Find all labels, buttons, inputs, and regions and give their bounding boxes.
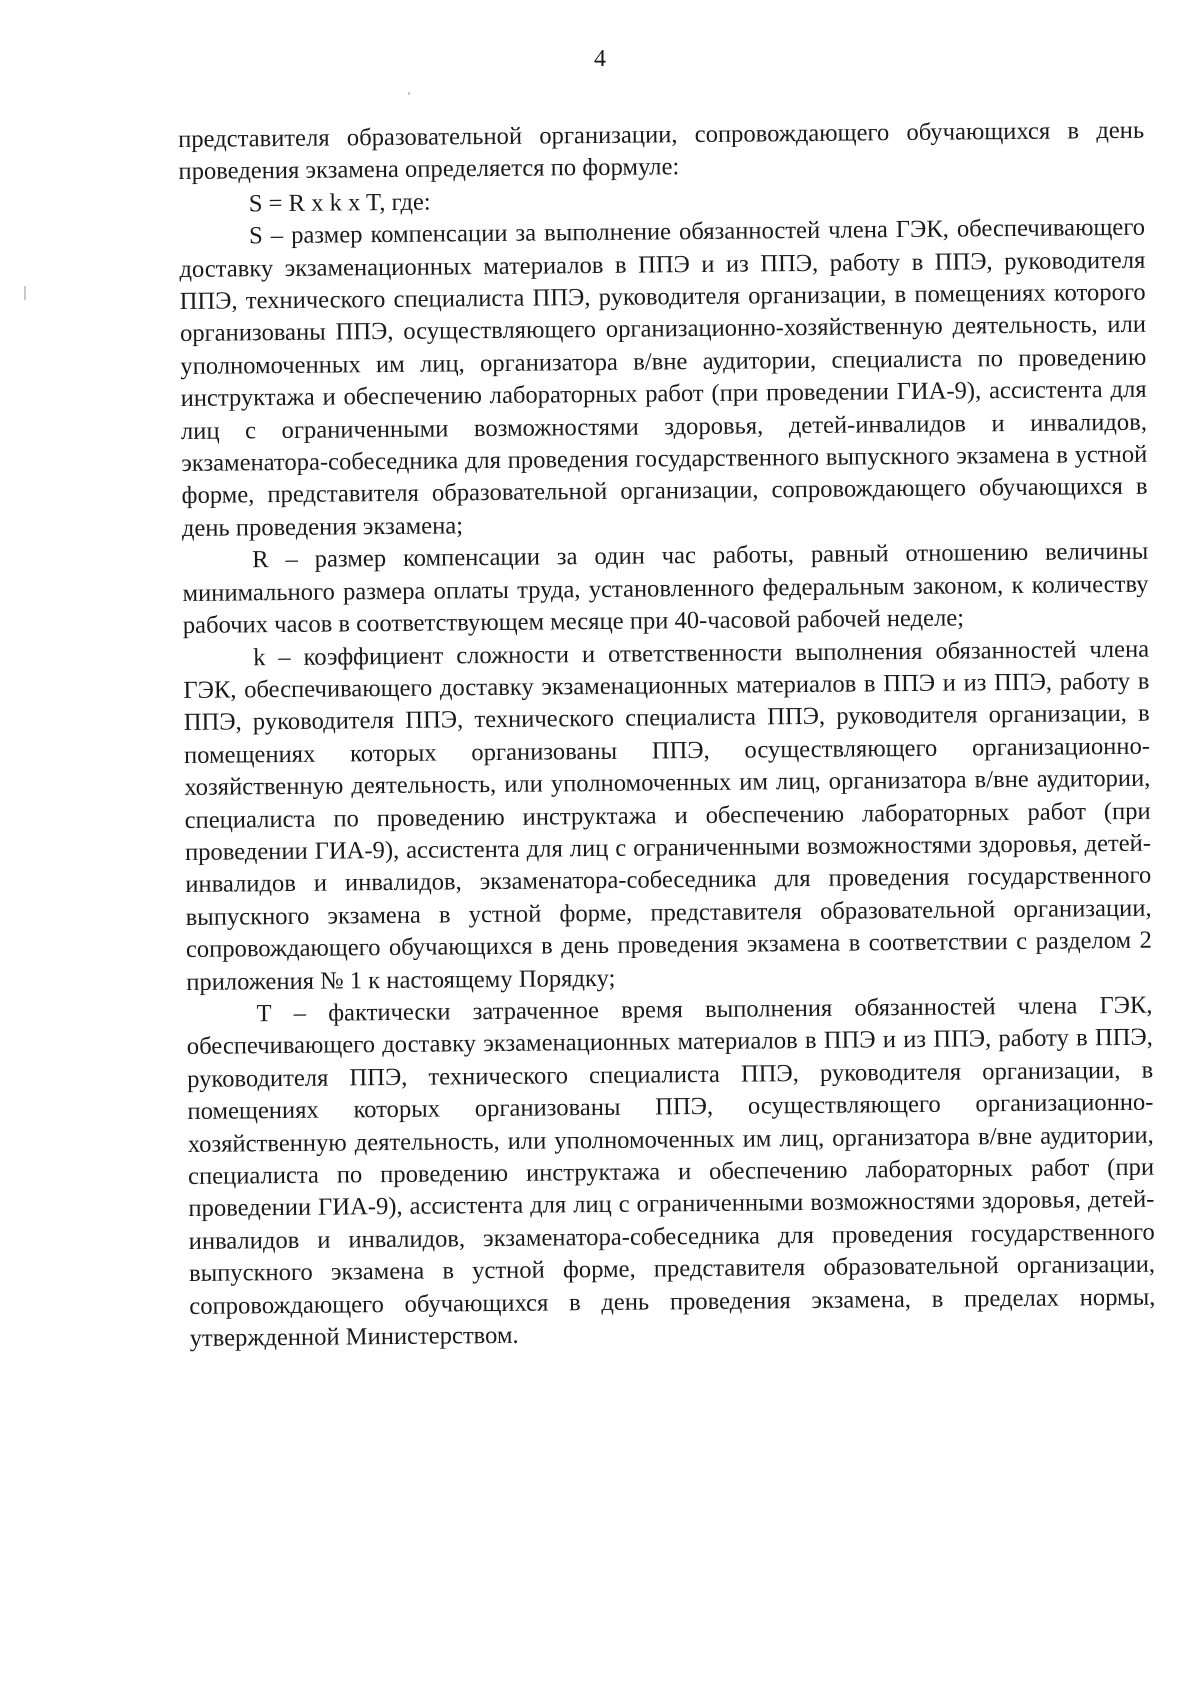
paragraph-definition-r: R – размер компенсации за один час работы, равный отношению величины минимального размера оплаты труда, установленного федеральным законом, к количеству рабочих часов в соответствующем месяце при 40-часовой рабочей неделе; [182,537,1149,640]
paragraph-definition-s: S – размер компенсации за выполнение обязанностей члена ГЭК, обеспечивающего доставку экзаменационных материалов в ППЭ и из ППЭ, работу в ППЭ, руководителя ППЭ, технического специалиста ППЭ, руководителя организации, в помещениях которого организованы ППЭ, осуществляющего организационно-хозяйственную деятельность, или уполномоченных им лиц, организатора в/вне аудитории, специалиста по проведению инструктажа и обеспечению лабораторных работ (при проведении ГИА-9), ассистента для лиц с ограниченными возможностями здоровья, детей-инвалидов и инвалидов, экзаменатора-собеседника для проведения государственного выпускного экзамена в устной форме, представителя образовательной организации, сопровождающего обучающихся в день проведения экзамена; [179,213,1148,542]
document-body [178,115,1156,1356]
formula-line: S = R x k x T, где: [248,188,431,218]
scan-artifact-mark [408,92,410,95]
paragraph-continuation: представителя образовательной организации, сопровождающего обучающихся в день проведения экзамена определяется по формуле: [178,116,1145,186]
paragraph-definition-t: Т – фактически затраченное время выполнения обязанностей члена ГЭК, обеспечивающего доставку экзаменационных материалов в ППЭ и из ППЭ, работу в ППЭ, руководителя ППЭ, технического специалиста ППЭ, руководителя организации, в помещениях которых организованы ППЭ, осуществляющего организационно-хозяйственную деятельность, или уполномоченных им лиц, организатора в/вне аудитории, специалиста по проведению инструктажа и обеспечению лабораторных работ (при проведении ГИА-9), ассистента для лиц с ограниченными возможностями здоровья, детей-инвалидов и инвалидов, экзаменатора-собеседника для проведения государственного выпускного экзамена в устной форме, представителя образовательной организации, сопровождающего обучающихся в день проведения экзамена, в пределах нормы, утвержденной Министерством. [186,991,1156,1352]
paragraph-definition-k: k – коэффициент сложности и ответственности выполнения обязанностей члена ГЭК, обеспечивающего доставку экзаменационных материалов в ППЭ и из ППЭ, работу в ППЭ, руководителя ППЭ, технического специалиста ППЭ, руководителя организации, в помещениях которых организованы ППЭ, осуществляющего организационно-хозяйственную деятельность, или уполномоченных им лиц, организатора в/вне аудитории, специалиста по проведению инструктажа и обеспечению лабораторных работ (при проведении ГИА-9), ассистента для лиц с ограниченными возможностями здоровья, детей-инвалидов и инвалидов, экзаменатора-собеседника для проведения государственного выпускного экзамена в устной форме, представителя образовательной организации, сопровождающего обучающихся в день проведения экзамена в соответствии с разделом 2 приложения № 1 к настоящему Порядку; [183,635,1153,996]
scan-artifact-mark [24,286,26,300]
page-number: 4 [594,46,606,72]
